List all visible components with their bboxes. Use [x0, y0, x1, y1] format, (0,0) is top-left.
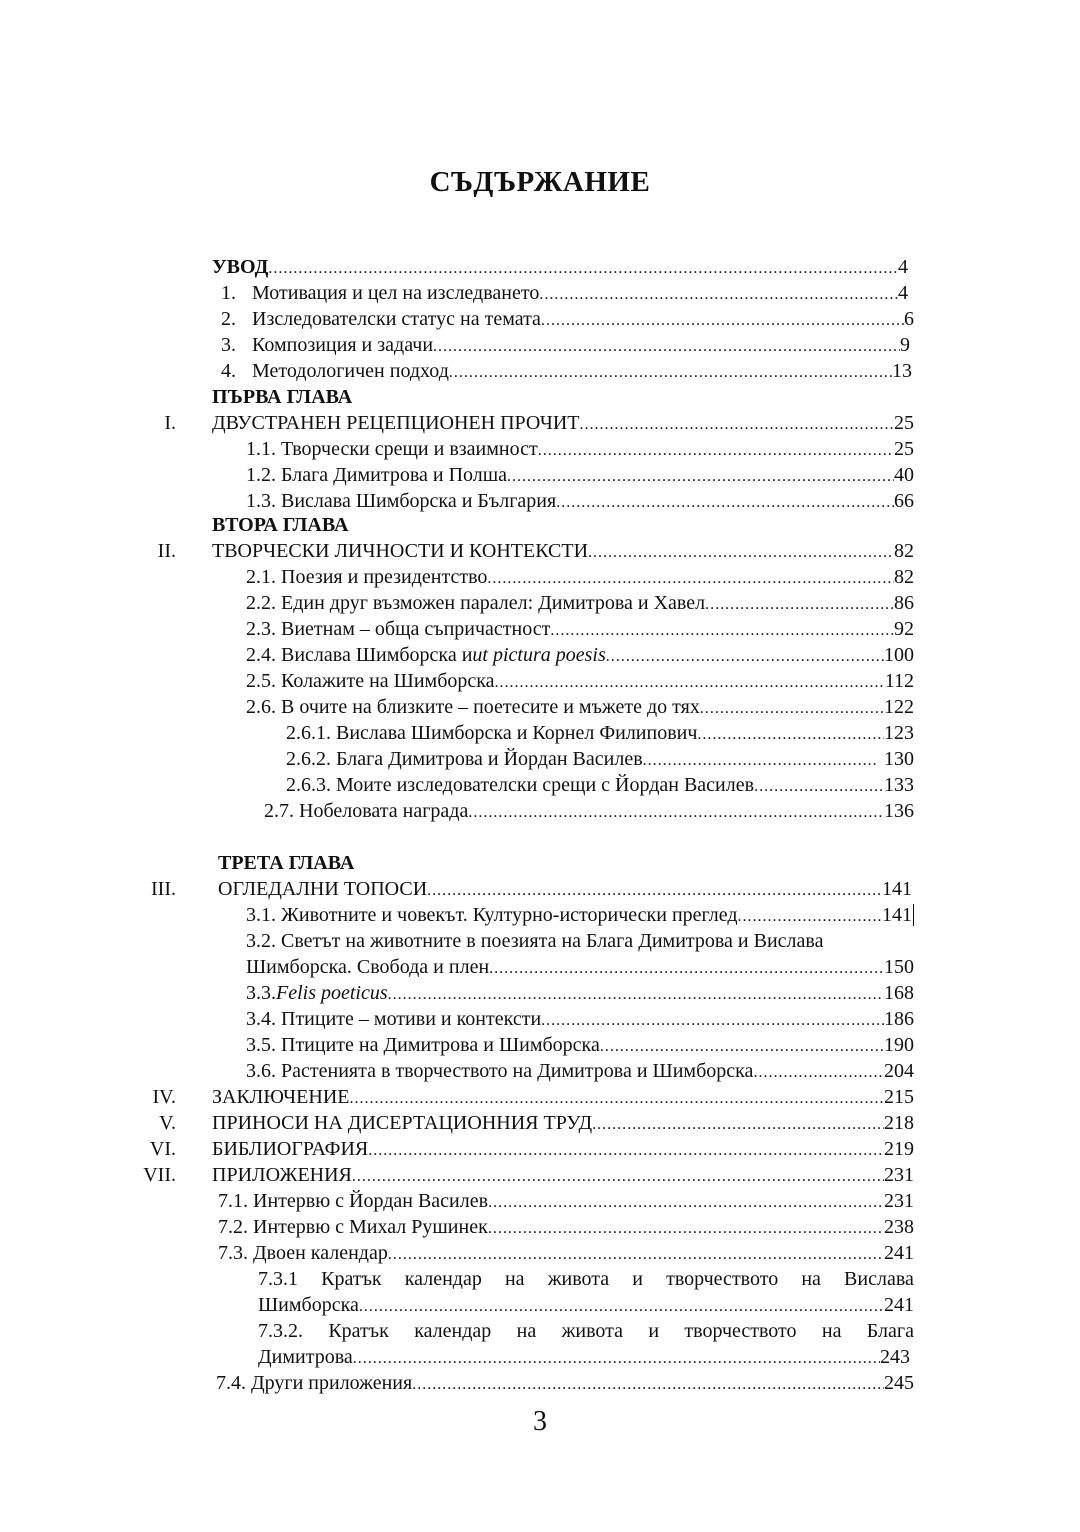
- dot-leader: [579, 412, 894, 438]
- toc-entry[interactable]: [258, 1292, 914, 1318]
- toc-entry-text: Шимборска: [258, 1294, 359, 1316]
- dot-leader: [495, 670, 885, 696]
- toc-entry[interactable]: [258, 1344, 910, 1370]
- word: Кратък: [321, 1268, 382, 1290]
- toc-entry[interactable]: [246, 488, 914, 514]
- toc-page: 130: [884, 748, 914, 770]
- word: календар: [404, 1268, 482, 1290]
- dot-leader: [352, 1164, 884, 1190]
- roman-numeral: II.: [157, 540, 176, 562]
- dot-leader: [700, 696, 884, 722]
- chapter-label: ПЪРВА ГЛАВА: [212, 386, 353, 408]
- toc-entry-text: Методологичен подход: [252, 360, 449, 382]
- toc-entry-text: 2.5. Колажите на Шимборска: [246, 670, 495, 692]
- toc-entry[interactable]: [246, 462, 914, 488]
- toc-page: 219: [884, 1138, 914, 1160]
- dot-leader: [388, 1242, 884, 1268]
- toc-page: 122: [884, 696, 914, 718]
- toc-entry-text: Шимборска. Свобода и плен: [246, 956, 490, 978]
- toc-entry-text: 1.2. Блага Димитрова и Полша: [246, 464, 508, 486]
- toc-entry-text: ЗАКЛЮЧЕНИЕ: [212, 1086, 350, 1108]
- toc-page: 92: [894, 618, 914, 640]
- chapter-label: ВТОРА ГЛАВА: [212, 514, 349, 536]
- dot-leader: [487, 566, 894, 592]
- toc-entry[interactable]: [246, 564, 914, 590]
- dot-leader: [468, 800, 884, 826]
- toc-entry-text: 2.6. В очите на близките – поетесите и мъжете до тях: [246, 696, 700, 718]
- toc-entry-text: 1.1. Творчески срещи и взаимност: [246, 438, 538, 460]
- toc-entry[interactable]: [286, 746, 914, 772]
- toc-heading: УВОД: [212, 256, 269, 278]
- toc-page: 231: [884, 1190, 914, 1212]
- toc-entry-text: 2.4. Вислава Шимборска и: [246, 644, 473, 666]
- roman-numeral: VII.: [143, 1164, 176, 1186]
- toc-page: 204: [884, 1060, 914, 1082]
- toc-page: 82: [894, 566, 914, 588]
- toc-entry-section[interactable]: [212, 1162, 914, 1188]
- word: и: [648, 1320, 660, 1342]
- dot-leader: [488, 1216, 884, 1242]
- toc-page: 190: [884, 1034, 914, 1056]
- toc-entry-text: 2.6.2. Блага Димитрова и Йордан Василев: [286, 748, 643, 770]
- word: творчеството: [666, 1268, 779, 1290]
- toc-entry-line: 3.2. Светът на животните в поезията на Блага Димитрова и Вислава: [246, 930, 824, 952]
- word: на: [504, 1268, 525, 1290]
- dot-leader: [738, 904, 883, 930]
- toc-page: 168: [884, 982, 914, 1004]
- toc-entry-text: 7.2. Интервю с Михал Рушинек: [218, 1216, 488, 1238]
- word: 7.3.1: [258, 1268, 298, 1290]
- chapter-label: ТРЕТА ГЛАВА: [218, 852, 355, 874]
- word: живота: [561, 1320, 623, 1342]
- dot-leader: [538, 438, 894, 464]
- roman-numeral: VI.: [149, 1138, 176, 1160]
- toc-entry-text: Димитрова: [258, 1346, 353, 1368]
- word: 7.3.2.: [258, 1320, 303, 1342]
- toc-page: 4: [898, 256, 908, 278]
- toc-entry-section[interactable]: [212, 1110, 914, 1136]
- toc-page: 241: [884, 1242, 914, 1264]
- toc-page: 25: [894, 438, 914, 460]
- roman-numeral: V.: [159, 1112, 176, 1134]
- word: Кратък: [328, 1320, 389, 1342]
- word: Блага: [866, 1320, 914, 1342]
- toc-page: 243: [880, 1346, 910, 1368]
- toc-page: 82: [894, 540, 914, 562]
- toc-entry[interactable]: [246, 1006, 914, 1032]
- toc-entry-text: 7.3. Двоен календар: [218, 1242, 388, 1264]
- toc-entry-text: ПРИНОСИ НА ДИСЕРТАЦИОННИЯ ТРУД: [212, 1112, 593, 1134]
- toc-entry-text: БИБЛИОГРАФИЯ: [212, 1138, 369, 1160]
- dot-leader: [643, 748, 878, 774]
- toc-page: 9: [900, 334, 910, 356]
- toc-page: 133: [884, 774, 914, 796]
- toc-page: 13: [892, 360, 912, 382]
- toc-entry[interactable]: [246, 954, 914, 980]
- dot-leader: [754, 774, 884, 800]
- toc-entry[interactable]: [216, 1370, 914, 1396]
- toc-entry[interactable]: [246, 642, 914, 668]
- toc-entry[interactable]: [246, 902, 912, 928]
- word: на: [801, 1268, 821, 1290]
- dot-leader: [368, 1138, 884, 1164]
- toc-page: 112: [884, 670, 914, 692]
- word: и: [632, 1268, 643, 1290]
- toc-entry-text: 3.6. Растенията в творчеството на Димитрова и Шимборска: [246, 1060, 754, 1082]
- page-title: СЪДЪРЖАНИЕ: [429, 166, 651, 198]
- toc-page: 215: [884, 1086, 914, 1108]
- toc-entry-text: Мотивация и цел на изследването: [252, 282, 540, 304]
- toc-entry-text: 2.3. Виетнам – обща съпричастност: [246, 618, 551, 640]
- toc-entry-text: 3.1. Животните и човекът. Културно-исторически преглед: [246, 904, 738, 926]
- word: Вислава: [844, 1268, 914, 1290]
- dot-leader: [268, 256, 898, 282]
- toc-entry[interactable]: [252, 280, 908, 306]
- toc-entry-text: ПРИЛОЖЕНИЯ: [212, 1164, 352, 1186]
- toc-entry-text: 7.4. Други приложения: [216, 1372, 413, 1394]
- dot-leader: [556, 490, 894, 516]
- toc-entry-section[interactable]: [212, 1084, 914, 1110]
- toc-page: 241: [884, 1294, 914, 1316]
- toc-entry-text: ТВОРЧЕСКИ ЛИЧНОСТИ И КОНТЕКСТИ: [212, 540, 589, 562]
- dot-leader: [433, 334, 900, 360]
- toc-entry-chapter[interactable]: [212, 538, 914, 564]
- toc-entry-text: 7.1. Интервю с Йордан Василев: [218, 1190, 489, 1212]
- toc-entry[interactable]: [246, 1058, 914, 1084]
- dot-leader: [488, 1190, 884, 1216]
- toc-entry-text: 1.3. Вислава Шимборска и България: [246, 490, 557, 512]
- toc-entry[interactable]: [252, 332, 910, 358]
- toc-page: 245: [884, 1372, 914, 1394]
- toc-page: 238: [884, 1216, 914, 1238]
- toc-item-number: 2.: [221, 308, 236, 330]
- toc-entry-chapter[interactable]: [212, 410, 914, 436]
- toc-entry-text: Композиция и задачи: [252, 334, 434, 356]
- toc-entry[interactable]: [286, 772, 914, 798]
- toc-page: 66: [894, 490, 914, 512]
- roman-numeral: I.: [164, 412, 176, 434]
- toc-entry-section[interactable]: [212, 1136, 914, 1162]
- word: живота: [547, 1268, 610, 1290]
- toc-entry-line: [258, 1318, 914, 1344]
- toc-entry-text: 2.7. Нобеловата награда: [264, 800, 469, 822]
- dot-leader: [507, 464, 894, 490]
- toc-entry-text: ДВУСТРАНЕН РЕЦЕПЦИОНЕН ПРОЧИТ: [212, 412, 580, 434]
- toc-item-number: 4.: [221, 360, 236, 382]
- toc-entry-italic: Felis poeticus: [276, 982, 388, 1004]
- dot-leader: [539, 282, 898, 308]
- toc-entry[interactable]: [252, 306, 914, 332]
- word: творчеството: [684, 1320, 797, 1342]
- toc-entry[interactable]: [246, 668, 914, 694]
- toc-page: 218: [884, 1112, 914, 1134]
- toc-page: 40: [894, 464, 914, 486]
- toc-entry-intro[interactable]: [212, 254, 908, 280]
- toc-page: 136: [884, 800, 914, 822]
- text-cursor: [913, 904, 914, 926]
- toc-page: 231: [884, 1164, 914, 1186]
- dot-leader: [427, 878, 882, 904]
- toc-entry-text: ОГЛЕДАЛНИ ТОПОСИ: [218, 878, 428, 900]
- toc-entry[interactable]: [264, 798, 914, 824]
- toc-entry[interactable]: [246, 436, 914, 462]
- toc-page: 141: [882, 904, 912, 926]
- dot-leader: [541, 308, 904, 334]
- toc-entry-text: 2.6.3. Моите изследователски срещи с Йордан Василев: [286, 774, 755, 796]
- toc-page: 25: [894, 412, 914, 434]
- toc-entry[interactable]: [246, 694, 914, 720]
- dot-leader: [353, 1346, 880, 1372]
- toc-entry-text: 3.5. Птиците на Димитрова и Шимборска: [246, 1034, 600, 1056]
- toc-entry-line: [258, 1266, 914, 1292]
- toc-entry[interactable]: [246, 980, 914, 1006]
- page-number: 3: [533, 1406, 547, 1437]
- toc-entry-text: 2.6.1. Вислава Шимборска и Корнел Филипович: [286, 722, 698, 744]
- toc-entry[interactable]: [246, 1032, 914, 1058]
- dot-leader: [489, 956, 884, 982]
- dot-leader: [388, 982, 884, 1008]
- toc-entry-chapter[interactable]: [218, 876, 912, 902]
- toc-entry[interactable]: [218, 1188, 914, 1214]
- toc-entry[interactable]: [246, 616, 914, 642]
- toc-page: 6: [904, 308, 914, 330]
- toc-entry-text: 3.3.: [246, 982, 276, 1004]
- toc-page: 150: [884, 956, 914, 978]
- toc-entry[interactable]: [286, 720, 914, 746]
- toc-entry-text: Изследователски статус на темата: [252, 308, 541, 330]
- toc-entry-text: 2.2. Един друг възможен паралел: Димитрова и Хавел: [246, 592, 706, 614]
- toc-entry-italic: ut pictura poesis: [472, 644, 606, 666]
- toc-page: 100: [884, 644, 914, 666]
- dot-leader: [588, 540, 894, 566]
- dot-leader: [606, 644, 884, 670]
- toc-item-number: 3.: [221, 334, 236, 356]
- toc-entry-text: 2.1. Поезия и президентство: [246, 566, 488, 588]
- roman-numeral: IV.: [152, 1086, 176, 1108]
- dot-leader: [359, 1294, 884, 1320]
- dot-leader: [753, 1060, 884, 1086]
- dot-leader: [705, 592, 894, 618]
- word: на: [516, 1320, 537, 1342]
- toc-entry[interactable]: [246, 590, 914, 616]
- toc-entry[interactable]: [252, 358, 912, 384]
- dot-leader: [592, 1112, 884, 1138]
- dot-leader: [600, 1034, 884, 1060]
- toc-entry[interactable]: [218, 1214, 914, 1240]
- word: на: [821, 1320, 842, 1342]
- dot-leader: [697, 722, 884, 748]
- word: календар: [414, 1320, 492, 1342]
- dot-leader: [541, 1008, 884, 1034]
- toc-page: 4: [898, 282, 908, 304]
- dot-leader: [412, 1372, 884, 1398]
- dot-leader: [349, 1086, 884, 1112]
- toc-page: 141: [882, 878, 912, 900]
- roman-numeral: III.: [151, 878, 176, 900]
- toc-entry-text: 3.4. Птиците – мотиви и контексти: [246, 1008, 542, 1030]
- dot-leader: [449, 360, 892, 386]
- toc-page: 123: [884, 722, 914, 744]
- dot-leader: [550, 618, 894, 644]
- toc-entry[interactable]: [218, 1240, 914, 1266]
- toc-item-number: 1.: [221, 282, 236, 304]
- toc-page: 186: [884, 1008, 914, 1030]
- toc-page: 86: [894, 592, 914, 614]
